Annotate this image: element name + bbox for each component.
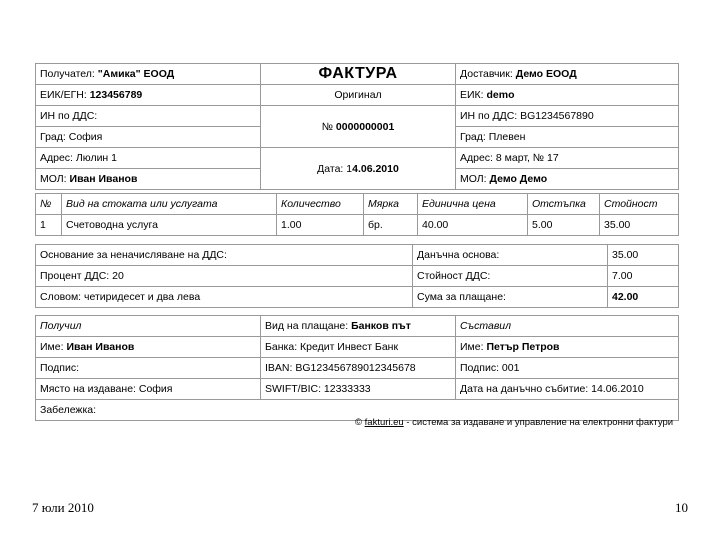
recipient-address-value: Люлин 1: [75, 152, 117, 164]
vat-amount-value: 7.00: [608, 266, 679, 287]
recipient-value: "Амика" ЕООД: [97, 68, 175, 80]
invoice-number-cell: [261, 106, 456, 148]
total-amount: 42.00: [612, 291, 639, 303]
recipient-mol-cell: [36, 169, 261, 190]
recipient-cell: [36, 64, 261, 85]
items-header-discount: Отстъпка: [528, 194, 600, 215]
supplier-label: Доставчик:: [460, 68, 513, 80]
supplier-mol-cell: [456, 169, 679, 190]
iban: IBAN: BG123456789012345678: [261, 358, 456, 379]
recipient-eik-label: ЕИК/ЕГН:: [40, 89, 87, 101]
total-value: [608, 287, 679, 308]
recipient-city-cell: [36, 127, 261, 148]
vat-amount-label: Стойност ДДС:: [413, 266, 608, 287]
item-unit: бр.: [364, 215, 418, 236]
item-quantity: 1.00: [277, 215, 364, 236]
supplier-mol-label: МОЛ:: [460, 173, 487, 185]
slide-number: 10: [675, 500, 688, 515]
payment-method-value: Банков път: [351, 320, 411, 332]
slide-date: 7 юли 2010: [32, 500, 94, 515]
supplier-city-value: Плевен: [488, 131, 526, 143]
receiver-signature: Подпис:: [36, 358, 261, 379]
payment-method-cell: [261, 316, 456, 337]
receiver-name-label: Име:: [40, 341, 64, 353]
note-field: Забележка:: [36, 400, 679, 421]
total-label: Сума за плащане:: [413, 287, 608, 308]
compiled-by-heading: Съставил: [456, 316, 679, 337]
items-block: [35, 193, 678, 236]
supplier-eik-value: demo: [486, 89, 515, 101]
recipient-address-cell: [36, 148, 261, 169]
amount-in-words: Словом: четиридесет и два лева: [36, 287, 413, 308]
items-header-row: [36, 194, 679, 215]
signatures-table: [35, 315, 679, 421]
items-header-amount: Стойност: [600, 194, 679, 215]
place-of-issue: Място на издаване: София: [36, 379, 261, 400]
copyright-symbol: ©: [355, 417, 362, 428]
items-header-description: Вид на стоката или услугата: [62, 194, 277, 215]
invoice-number-value: 0000000001: [335, 120, 395, 133]
compiler-name-cell: [456, 337, 679, 358]
fakturi-link[interactable]: fakturi.eu: [364, 417, 404, 428]
supplier-eik-label: ЕИК:: [460, 89, 484, 101]
swift-bic: SWIFT/BIC: 12333333: [261, 379, 456, 400]
tax-base-value: 35.00: [608, 245, 679, 266]
invoice-date-value: 4.06.2010: [352, 162, 399, 175]
supplier-vat-cell: ИН по ДДС: BG1234567890: [456, 106, 679, 127]
vat-rate: Процент ДДС: 20: [36, 266, 413, 287]
recipient-address-label: Адрес:: [40, 152, 73, 164]
supplier-eik-cell: [456, 85, 679, 106]
receiver-name-cell: [36, 337, 261, 358]
invoice-number-label: №: [321, 120, 333, 133]
compiler-name-value: Петър Петров: [486, 341, 560, 353]
recipient-mol-value: Иван Иванов: [69, 173, 138, 185]
recipient-eik-cell: [36, 85, 261, 106]
invoice-header-table: [35, 63, 679, 190]
receiver-name-value: Иван Иванов: [66, 341, 135, 353]
signatures-block: [35, 315, 678, 421]
item-unit-price: 40.00: [418, 215, 528, 236]
items-header-quantity: Количество: [277, 194, 364, 215]
supplier-city-cell: [456, 127, 679, 148]
invoice-date-label: Дата: 1: [317, 162, 353, 175]
invoice-copy-type: Оригинал: [261, 85, 456, 106]
compiler-name-label: Име:: [460, 341, 484, 353]
compiler-signature: Подпис: 001: [456, 358, 679, 379]
recipient-mol-label: МОЛ:: [40, 173, 67, 185]
recipient-city-value: София: [68, 131, 103, 143]
item-discount: 5.00: [528, 215, 600, 236]
items-table: [35, 193, 679, 236]
table-row: [36, 215, 679, 236]
tax-base-label: Данъчна основа:: [413, 245, 608, 266]
invoice-title: ФАКТУРА: [261, 64, 456, 85]
credit-text: - система за издаване и управление на електронни фактури: [403, 417, 674, 428]
tax-event-date: Дата на данъчно събитие: 14.06.2010: [456, 379, 679, 400]
invoice-header-block: [35, 63, 678, 190]
totals-table: [35, 244, 679, 308]
recipient-city-label: Град:: [40, 131, 66, 143]
received-by-heading: Получил: [36, 316, 261, 337]
recipient-label: Получател:: [40, 68, 95, 80]
footer-credit: [355, 417, 673, 428]
no-vat-basis: Основание за неначисляване на ДДС:: [36, 245, 413, 266]
item-description: Счетоводна услуга: [62, 215, 277, 236]
invoice-date-cell: [261, 148, 456, 190]
items-header-unit: Мярка: [364, 194, 418, 215]
supplier-city-label: Град:: [460, 131, 486, 143]
items-header-unit-price: Единична цена: [418, 194, 528, 215]
recipient-vat-cell: ИН по ДДС:: [36, 106, 261, 127]
recipient-eik-value: 123456789: [89, 89, 143, 101]
supplier-value: Демо ЕООД: [515, 68, 577, 80]
supplier-cell: [456, 64, 679, 85]
items-header-number: №: [36, 194, 62, 215]
supplier-mol-value: Демо Демо: [489, 173, 548, 185]
supplier-address-cell: Адрес: 8 март, № 17: [456, 148, 679, 169]
bank-name: Банка: Кредит Инвест Банк: [261, 337, 456, 358]
totals-block: [35, 244, 678, 308]
payment-method-label: Вид на плащане:: [265, 320, 349, 332]
item-amount: 35.00: [600, 215, 679, 236]
item-number: 1: [36, 215, 62, 236]
